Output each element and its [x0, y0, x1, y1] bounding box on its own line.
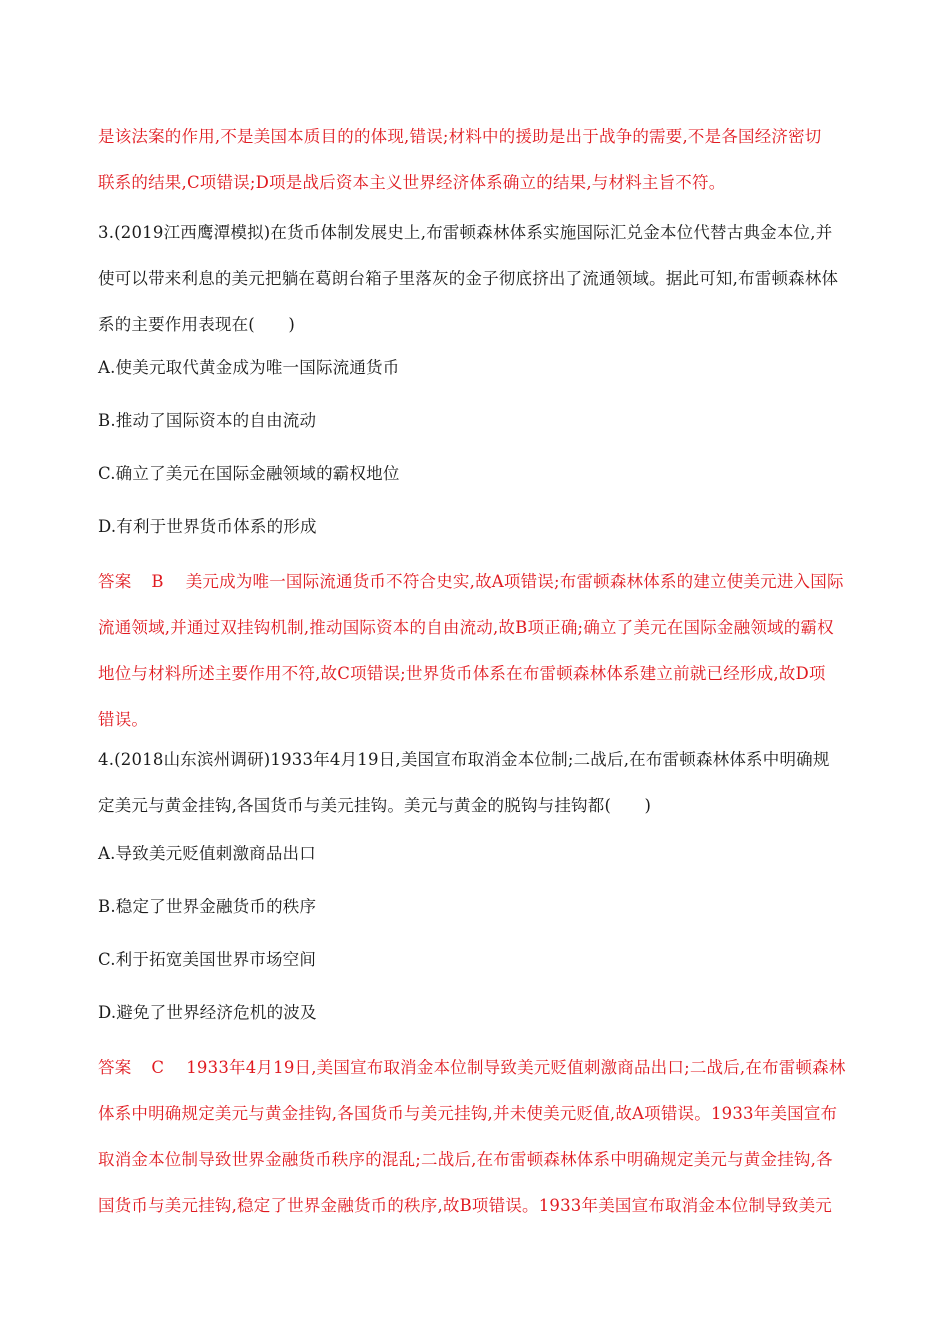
question-3-option-b: B.推动了国际资本的自由流动 — [98, 411, 317, 430]
question-4-option-c: C.利于拓宽美国世界市场空间 — [98, 950, 317, 969]
question-line: 定美元与黄金挂钩,各国货币与美元挂钩。美元与黄金的脱钩与挂钩都( ) — [98, 796, 652, 815]
answer-text: 美元成为唯一国际流通货币不符合史实,故A项错误;布雷顿森林体系的建立使美元进入国际 — [185, 572, 844, 591]
question-4-option-b: B.稳定了世界金融货币的秩序 — [98, 897, 317, 916]
question-4-stem — [98, 737, 854, 829]
answer-text: 1933年4月19日,美国宣布取消金本位制导致美元贬值刺激商品出口;二战后,在布雷顿森林 — [186, 1058, 846, 1077]
answer-label: 答案 — [98, 1058, 132, 1077]
question-3-option-d: D.有利于世界货币体系的形成 — [98, 517, 317, 536]
question-3-option-a: A.使美元取代黄金成为唯一国际流通货币 — [98, 358, 400, 377]
answer-line — [98, 1045, 854, 1091]
answer-line: 联系的结果,C项错误;D项是战后资本主义世界经济体系确立的结果,与材料主旨不符。 — [98, 173, 726, 192]
question-4-option-a: A.导致美元贬值刺激商品出口 — [98, 844, 316, 863]
answer-line: 取消金本位制导致世界金融货币秩序的混乱;二战后,在布雷顿森林体系中明确规定美元与黄金挂钩,各 — [98, 1150, 833, 1169]
answer-line: 国货币与美元挂钩,稳定了世界金融货币的秩序,故B项错误。1933年美国宣布取消金本位制导致美元 — [98, 1196, 833, 1215]
answer-line: 是该法案的作用,不是美国本质目的的体现,错误;材料中的援助是出于战争的需要,不是各国经济密切 — [98, 127, 822, 146]
answer-line — [98, 559, 854, 605]
question-3-answer — [98, 559, 854, 743]
answer-line: 错误。 — [98, 710, 149, 729]
question-line: 系的主要作用表现在( ) — [98, 315, 295, 334]
answer-label: 答案 — [98, 572, 132, 591]
answer-line: 流通领域,并通过双挂钩机制,推动国际资本的自由流动,故B项正确;确立了美元在国际金融领域的霸权 — [98, 618, 834, 637]
question-line: 4.(2018山东滨州调研)1933年4月19日,美国宣布取消金本位制;二战后,在布雷顿森林体系中明确规 — [98, 750, 830, 769]
question-line: 使可以带来利息的美元把躺在葛朗台箱子里落灰的金子彻底挤出了流通领域。据此可知,布雷顿森林体 — [98, 269, 839, 288]
answer-line: 体系中明确规定美元与黄金挂钩,各国货币与美元挂钩,并未使美元贬值,故A项错误。1933年美国宣布 — [98, 1104, 838, 1123]
question-line: 3.(2019江西鹰潭模拟)在货币体制发展史上,布雷顿森林体系实施国际汇兑金本位代替古典金本位,并 — [98, 223, 833, 242]
prev-answer-text — [98, 114, 854, 206]
question-3-option-c: C.确立了美元在国际金融领域的霸权地位 — [98, 464, 400, 483]
question-4-answer — [98, 1045, 854, 1229]
answer-key: B — [151, 572, 164, 591]
question-3-stem — [98, 210, 854, 348]
answer-line: 地位与材料所述主要作用不符,故C项错误;世界货币体系在布雷顿森林体系建立前就已经形成,故D项 — [98, 664, 826, 683]
question-4-option-d: D.避免了世界经济危机的波及 — [98, 1003, 317, 1022]
answer-key: C — [151, 1058, 165, 1077]
